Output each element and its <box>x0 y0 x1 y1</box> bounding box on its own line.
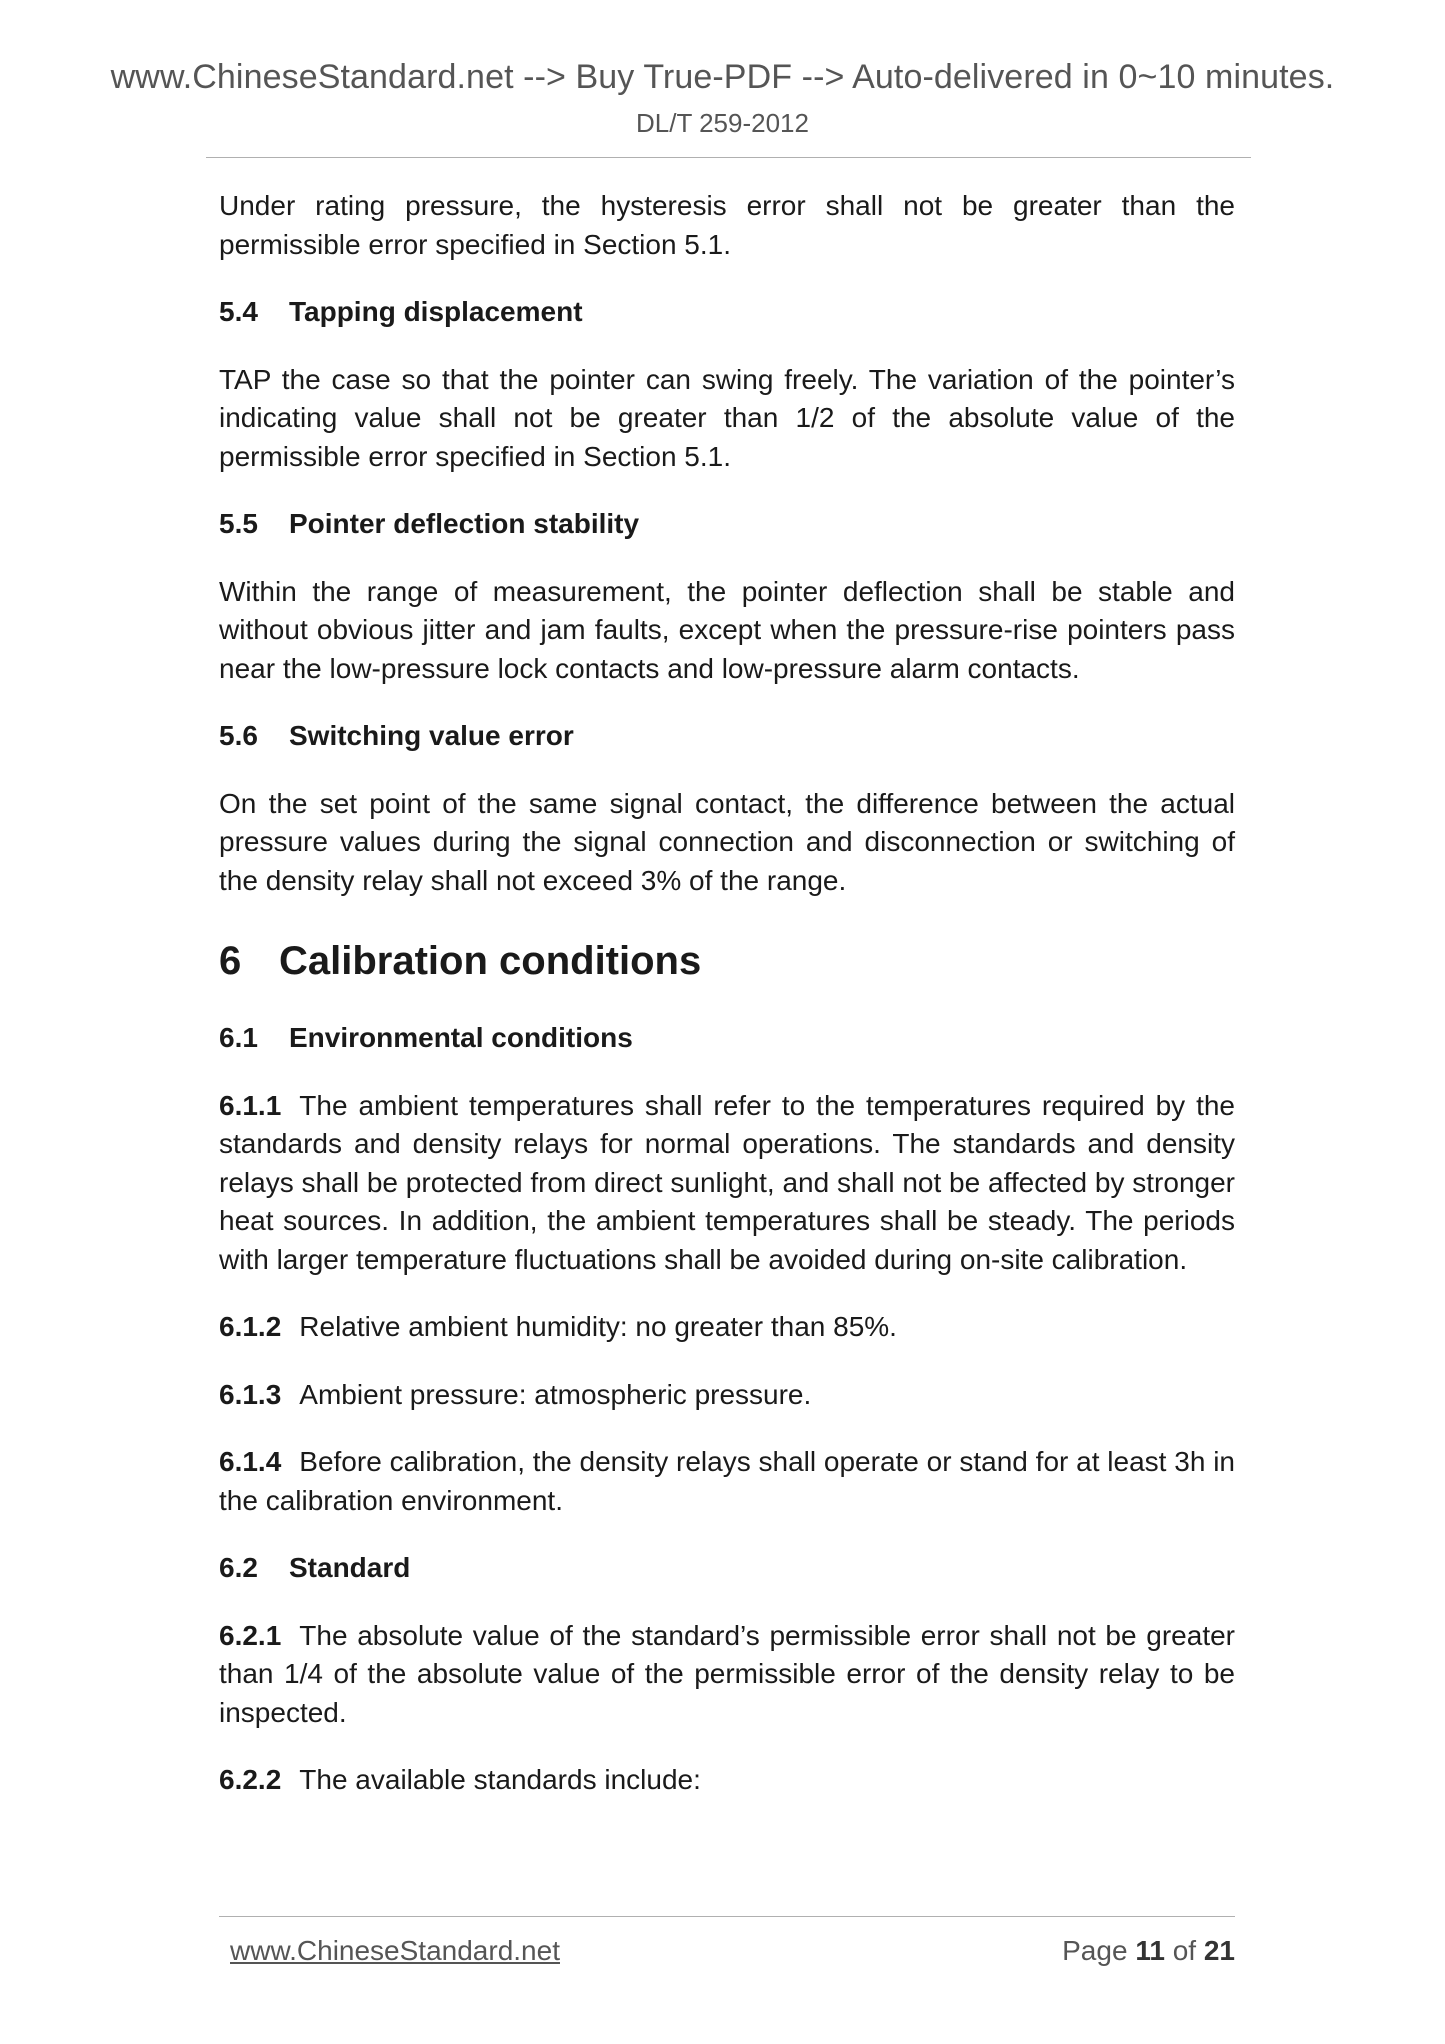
page-current: 11 <box>1135 1935 1165 1966</box>
page-total: 21 <box>1203 1935 1235 1966</box>
clause-text: Ambient pressure: atmospheric pressure. <box>299 1378 812 1410</box>
clause-number: 6.1.2 <box>219 1311 282 1342</box>
chapter-title: Calibration conditions <box>279 939 702 983</box>
section-number: 5.4 <box>219 296 258 327</box>
clause-6-1-2 <box>219 1308 1235 1347</box>
clause-number: 6.1.3 <box>219 1378 282 1410</box>
clause-number: 6.2.1 <box>219 1619 282 1651</box>
clause-number: 6.1.4 <box>219 1446 282 1477</box>
clause-text: The available standards include: <box>299 1764 701 1795</box>
section-heading-6-2 <box>219 1549 1235 1588</box>
chapter-heading-6 <box>219 936 1235 986</box>
paragraph-hysteresis: Under rating pressure, the hysteresis error shall not be greater than the permissible error specified in Section 5.1. <box>219 190 1235 260</box>
section-heading-5-6 <box>219 717 1235 756</box>
page-label: Page <box>1062 1935 1128 1966</box>
section-title: Environmental conditions <box>289 1022 633 1053</box>
section-title: Standard <box>289 1552 411 1583</box>
paragraph-pointer-deflection: Within the range of measurement, the pointer deflection shall be stable and without obvious jitter and jam faults, except when the pressure-rise pointers pass near the low-pressure lock contacts and low-pressure alarm contacts. <box>219 575 1235 684</box>
section-number: 6.2 <box>219 1552 258 1583</box>
header-banner: www.ChineseStandard.net --> Buy True-PDF --> Auto-delivered in 0~10 minutes. <box>110 58 1335 96</box>
clause-6-1-1 <box>219 1087 1235 1280</box>
clause-6-2-2 <box>219 1761 1235 1800</box>
section-title: Pointer deflection stability <box>289 508 640 539</box>
chapter-number: 6 <box>219 939 242 983</box>
footer-website-link[interactable]: www.ChineseStandard.net <box>230 1935 560 1966</box>
clause-text: The ambient temperatures shall refer to the temperatures required by the standards and density relays for normal operations. The standards and density relays shall be protected from direct sunlight, and shall not be affected by stronger heat sources. In addition, the ambient temperatures shall be steady. The periods with larger temperature fluctuations shall be avoided during on-site calibration. <box>219 1089 1235 1275</box>
clause-6-2-1 <box>219 1617 1235 1733</box>
section-number: 5.6 <box>219 720 258 751</box>
clause-number: 6.2.2 <box>219 1764 282 1795</box>
section-title: Tapping displacement <box>289 296 583 327</box>
clause-text: Relative ambient humidity: no greater than 85%. <box>299 1311 897 1342</box>
page-of-label: of <box>1172 1935 1197 1966</box>
section-number: 5.5 <box>219 508 258 539</box>
clause-text: The absolute value of the standard’s permissible error shall not be greater than 1/4 of the absolute value of the permissible error of the density relay to be inspected. <box>219 1619 1235 1728</box>
paragraph-switching: On the set point of the same signal contact, the difference between the actual pressure values during the signal connection and disconnection or switching of the density relay shall not exceed 3% of the range. <box>219 787 1235 896</box>
section-heading-5-5 <box>219 505 1235 544</box>
header-divider <box>206 157 1251 158</box>
clause-6-1-4 <box>219 1443 1235 1520</box>
page-content <box>219 187 1235 1829</box>
page-counter <box>1062 1935 1235 1967</box>
section-title: Switching value error <box>289 720 574 751</box>
clause-6-1-3 <box>219 1376 1235 1415</box>
footer-divider <box>219 1916 1235 1917</box>
section-heading-6-1 <box>219 1019 1235 1058</box>
paragraph-tapping: TAP the case so that the pointer can swing freely. The variation of the pointer’s indicating value shall not be greater than 1/2 of the absolute value of the permissible error specified in Section 5.1. <box>219 363 1235 472</box>
document-id: DL/T 259-2012 <box>636 108 809 138</box>
clause-text: Before calibration, the density relays shall operate or stand for at least 3h in the calibration environment. <box>219 1446 1235 1516</box>
section-heading-5-4 <box>219 293 1235 332</box>
section-number: 6.1 <box>219 1022 258 1053</box>
clause-number: 6.1.1 <box>219 1089 282 1121</box>
